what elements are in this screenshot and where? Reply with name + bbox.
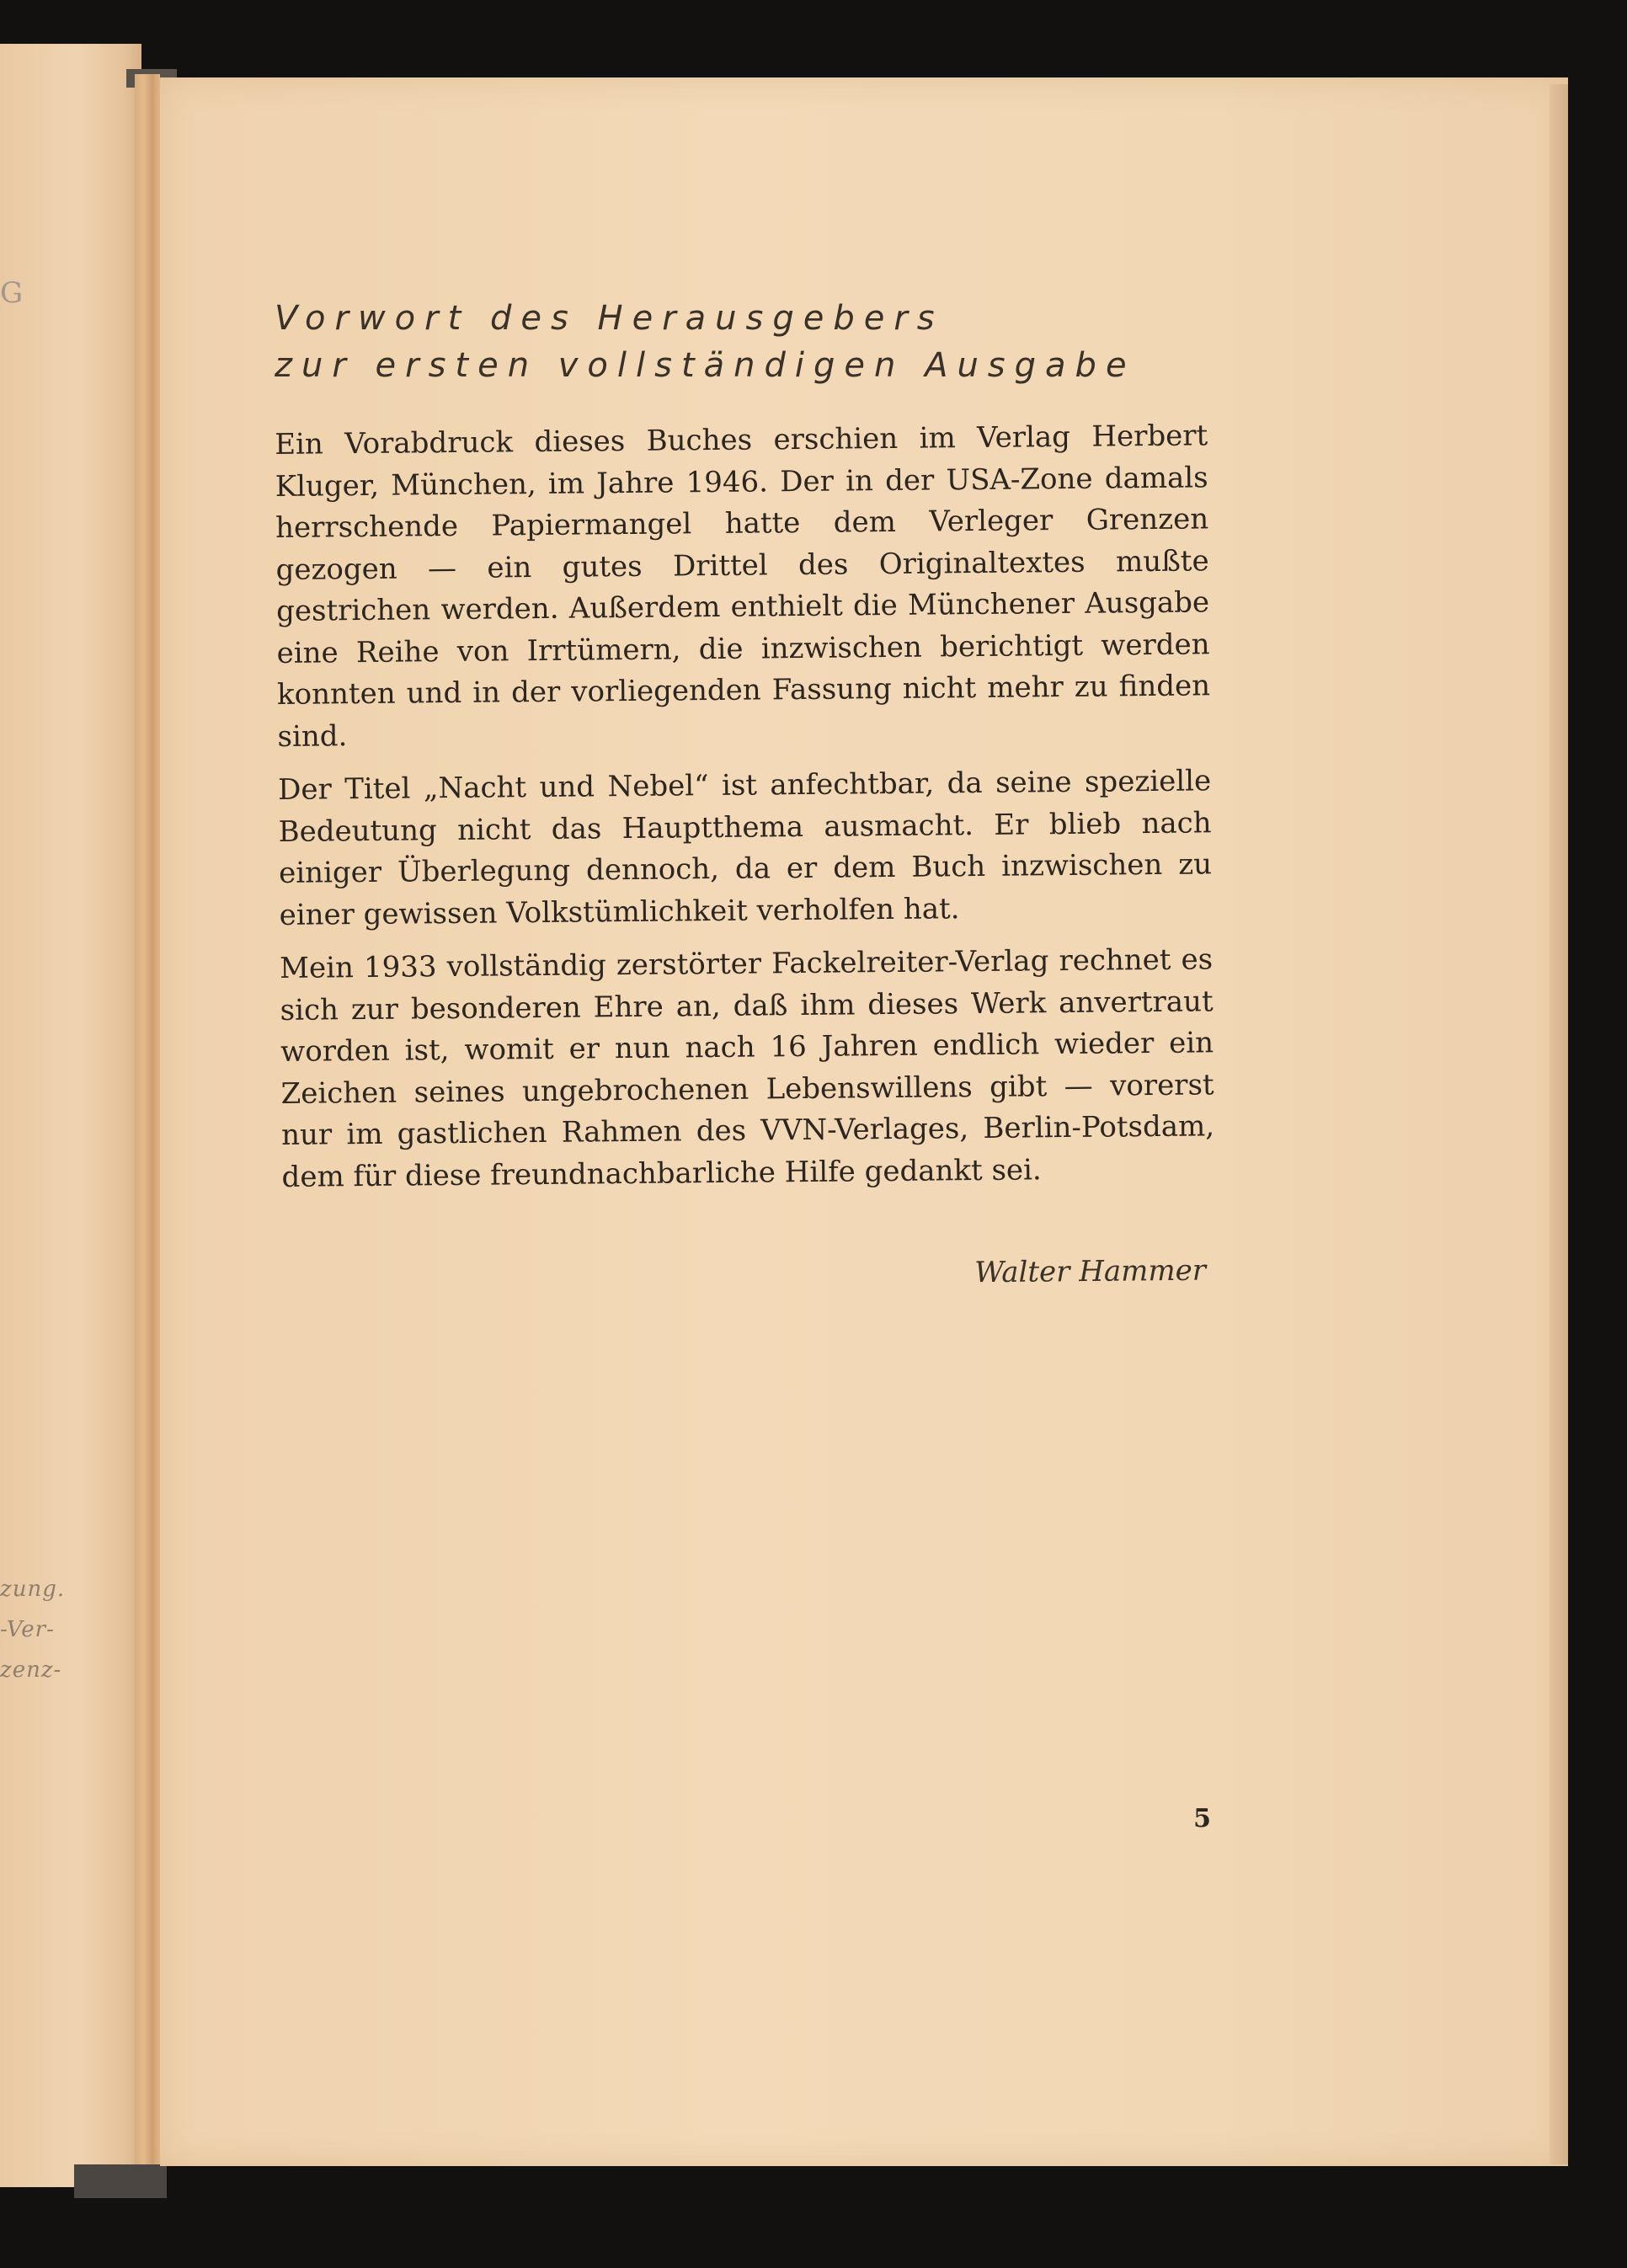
page-number: 5: [1193, 1804, 1211, 1833]
binding-bottom: [74, 2164, 167, 2198]
previous-page-fragment: zenz-: [0, 1657, 62, 1683]
page-edge: [1550, 84, 1568, 2164]
previous-page-fragment: -Ver-: [0, 1617, 55, 1642]
title-line: Vorwort des Herausgebers: [275, 299, 944, 338]
body-text: [275, 415, 1215, 1210]
previous-page-fragment: zung.: [0, 1577, 66, 1602]
author-signature: Walter Hammer: [974, 1253, 1207, 1290]
previous-page-fragment: G: [0, 276, 25, 310]
previous-page: [0, 44, 141, 2187]
paragraph: Mein 1933 vollständig zerstörter Fackelreiter-Verlag rechnet es sich zur besonderen Ehre an, daß ihm dieses Werk anvertraut worden ist, womit er nun nach 16 Jahren endlich wieder ein Zeichen seines ungebrochenen Lebenswillens gibt — vorerst nur im gastlichen Rahmen des VVN-Verlages, Berlin-Potsdam, dem für diese freundnachbarliche Hilfe gedankt sei.: [280, 942, 1215, 1194]
page-title: [275, 295, 1369, 389]
book-gutter: [135, 74, 160, 2167]
paragraph: Der Titel „Nacht und Nebel“ ist anfechtbar, da seine spezielle Bedeutung nicht das Hauptthema ausmacht. Er blieb nach einiger Überlegung dennoch, da er dem Buch inzwischen zu einer gewissen Volkstümlichkeit verholfen hat.: [277, 764, 1213, 932]
current-page: [160, 77, 1568, 2166]
paragraph: Ein Vorabdruck dieses Buches erschien im Verlag Herbert Kluger, München, im Jahre 1946. Der in der USA-Zone damals herrschende Papiermangel hatte dem Verleger Grenzen gezogen — ein gutes Drittel des Originaltextes mußte gestrichen werden. Außerdem enthielt die Münchener Ausgabe eine Reihe von Irrtümern, die inzwischen berichtigt werden konnten und in der vorliegenden Fassung nicht mehr zu finden sind.: [275, 419, 1211, 754]
subtitle-line: zur ersten vollständigen Ausgabe: [275, 346, 1136, 385]
